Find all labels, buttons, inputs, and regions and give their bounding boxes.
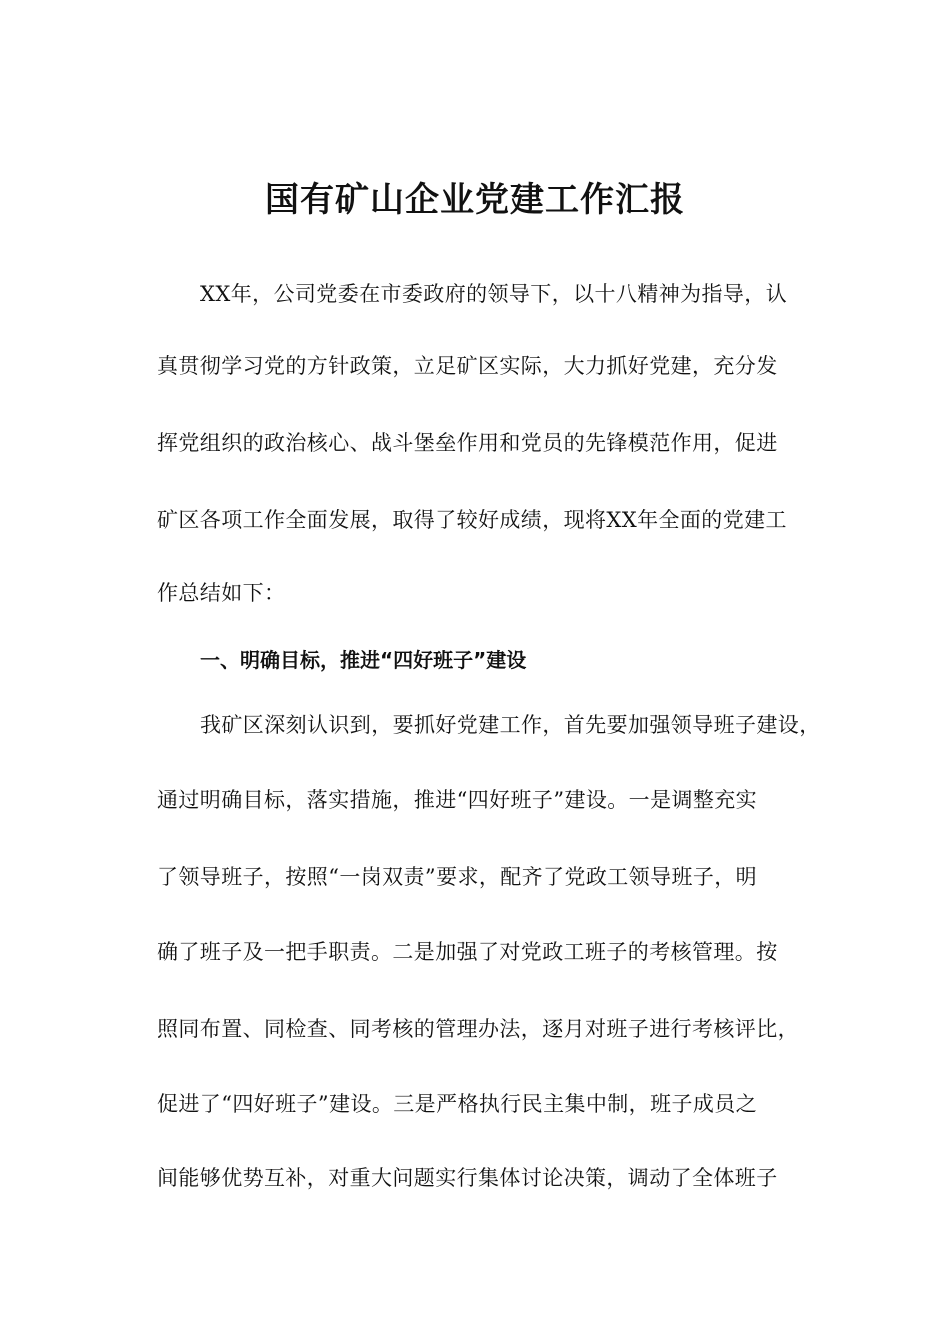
paragraph-line: 通过明确目标，落实措施，推进“四好班子”建设。一是调整充实 [157, 788, 758, 812]
paragraph-line: 确了班子及一把手职责。二是加强了对党政工班子的考核管理。按 [157, 940, 778, 964]
paragraph-line: 我矿区深刻认识到，要抓好党建工作，首先要加强领导班子建设， [200, 713, 821, 737]
paragraph-line: 矿区各项工作全面发展，取得了较好成绩，现将XX年全面的党建工 [157, 508, 787, 532]
paragraph-line: 真贯彻学习党的方针政策，立足矿区实际，大力抓好党建，充分发 [157, 354, 778, 378]
paragraph-line: 促进了“四好班子”建设。三是严格执行民主集中制，班子成员之 [157, 1092, 758, 1116]
paragraph-line: 了领导班子，按照“一岗双责”要求，配齐了党政工领导班子，明 [157, 865, 758, 889]
section-heading: 一、明确目标，推进“四好班子”建设 [200, 648, 527, 672]
paragraph-line: 间能够优势互补，对重大问题实行集体讨论决策，调动了全体班子 [157, 1166, 778, 1190]
paragraph-line: XX年，公司党委在市委政府的领导下，以十八精神为指导，认 [200, 282, 788, 306]
document-title: 国有矿山企业党建工作汇报 [265, 180, 685, 220]
paragraph-line: 作总结如下： [157, 581, 286, 605]
paragraph-line: 照同布置、同检查、同考核的管理办法，逐月对班子进行考核评比， [157, 1017, 799, 1041]
paragraph-line: 挥党组织的政治核心、战斗堡垒作用和党员的先锋模范作用，促进 [157, 431, 778, 455]
